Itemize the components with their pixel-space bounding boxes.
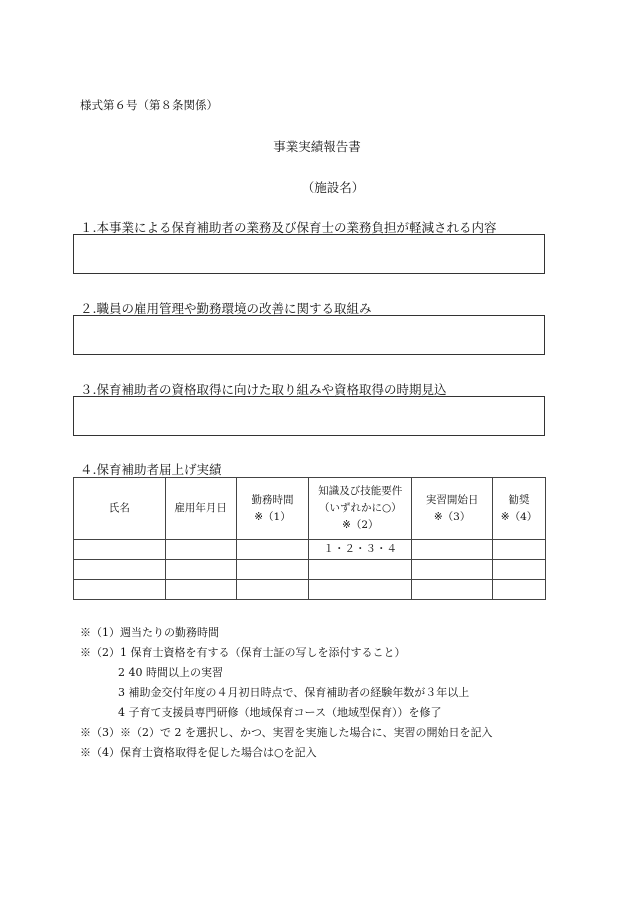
note-2-option-4: 4 子育て支援員専門研修（地域保育コース（地域型保育））を修了	[118, 706, 442, 719]
section-3-heading: ３.保育補助者の資格取得に向けた取り組みや資格取得の時期見込	[80, 382, 447, 397]
section-4-heading: ４.保育補助者届上げ実績	[80, 462, 222, 477]
section-1-heading: １.本事業による保育補助者の業務及び保育士の業務負担が軽減される内容	[80, 220, 497, 235]
note-2-option-3: 3 補助金交付年度の４月初日時点で、保育補助者の経験年数が３年以上	[118, 686, 470, 699]
note-3: ※（3）※（2）で 2 を選択し、かつ、実習を実施した場合に、実習の開始日を記入	[80, 726, 493, 739]
header-employment-date: 雇用年月日	[165, 478, 236, 540]
note-2: ※（2）1 保育士資格を有する（保育士証の写しを添付すること）	[80, 646, 406, 659]
section-2-box	[73, 315, 545, 355]
form-number: 様式第６号（第８条関係）	[80, 98, 218, 112]
section-2-heading: ２.職員の雇用管理や勤務環境の改善に関する取組み	[80, 301, 372, 316]
section-3-box	[73, 396, 545, 436]
header-working-hours: 勤務時間 ※（1）	[236, 478, 309, 540]
facility-name: （施設名）	[301, 180, 365, 195]
requirement-options: １・２・３・４	[309, 540, 412, 560]
document-title: 事業実績報告書	[273, 139, 361, 154]
note-2-option-2: 2 40 時間以上の実習	[118, 666, 223, 679]
header-encouragement: 勧奨 ※（4）	[493, 478, 546, 540]
header-training-start: 実習開始日 ※（3）	[412, 478, 493, 540]
table-row	[74, 580, 546, 600]
report-table	[73, 477, 546, 600]
note-4: ※（4）保育士資格取得を促した場合は○を記入	[80, 746, 317, 759]
header-knowledge-requirement: 知識及び技能要件 （いずれかに○） ※（2）	[309, 478, 412, 540]
table-header-row	[74, 478, 546, 540]
section-1-box	[73, 234, 545, 274]
header-name: 氏名	[74, 478, 166, 540]
note-1: ※（1）週当たりの勤務時間	[80, 626, 219, 639]
table-row	[74, 560, 546, 580]
table-row	[74, 540, 546, 560]
